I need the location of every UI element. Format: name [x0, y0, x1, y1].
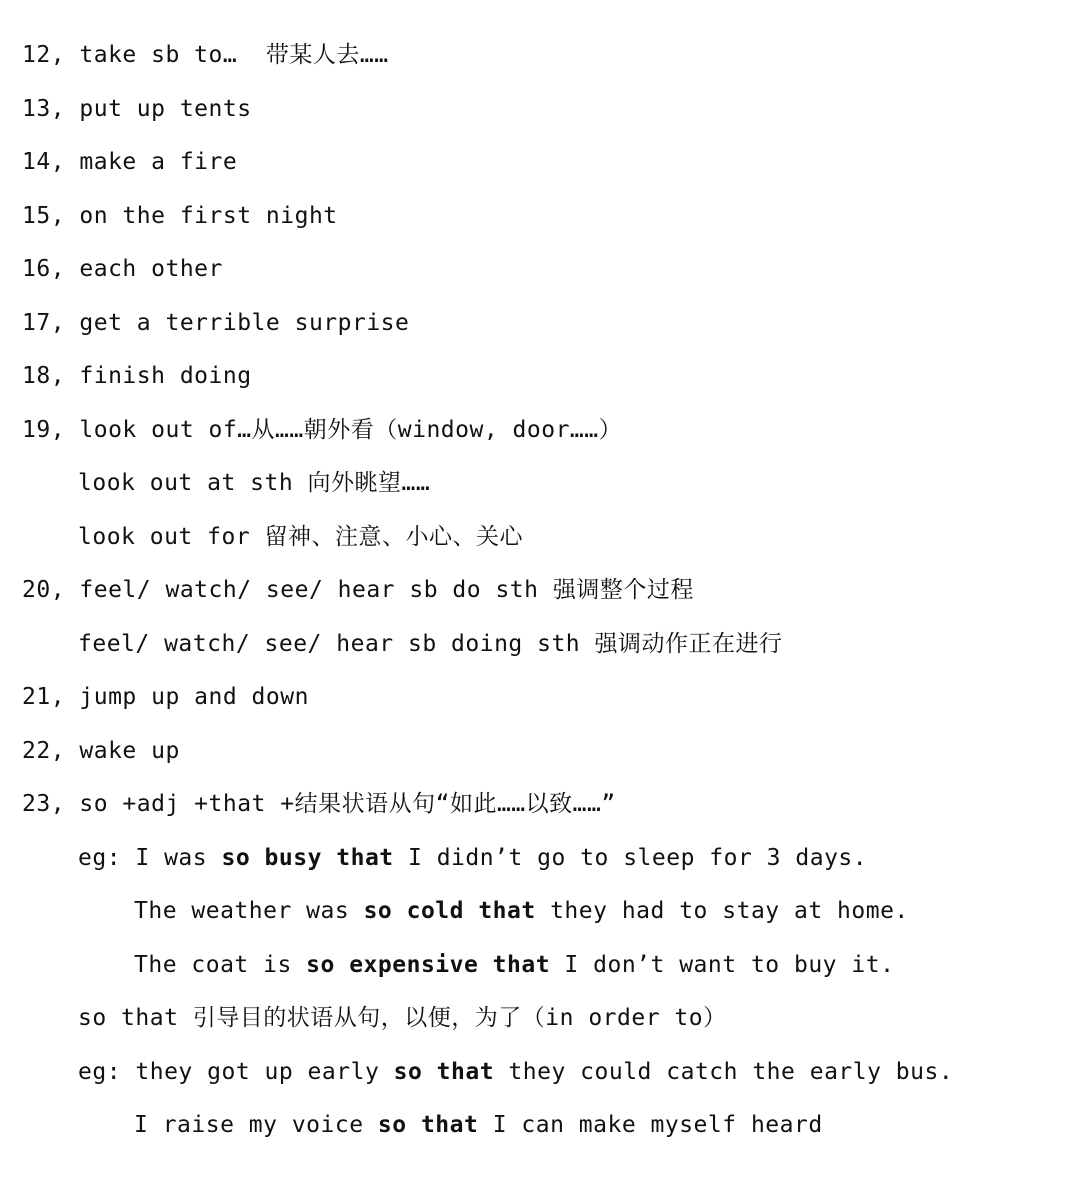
item-23	[22, 784, 616, 824]
item-19-sub-1	[78, 463, 430, 503]
item-text: jump up and down	[65, 684, 309, 710]
item-17	[22, 303, 409, 343]
item-21	[22, 677, 309, 717]
item-number: 15,	[22, 203, 66, 229]
example-sentence-4	[78, 1052, 953, 1092]
item-18	[22, 356, 252, 396]
item-number: 18,	[22, 363, 66, 389]
example-suffix: I can make myself heard	[478, 1112, 823, 1138]
item-text: so that 引导目的状语从句，以便，为了（in order to）	[78, 1005, 727, 1031]
example-suffix: I didn’t go to sleep for 3 days.	[393, 845, 868, 871]
example-bold-phrase: so cold that	[363, 898, 536, 924]
item-text: look out of…从……朝外看（window, door……）	[65, 417, 623, 443]
item-number: 22,	[22, 738, 66, 764]
item-19-sub-2	[78, 517, 523, 557]
item-text: get a terrible surprise	[65, 310, 410, 336]
item-text: so +adj +that +结果状语从句“如此……以致……”	[65, 791, 616, 817]
example-sentence-1	[78, 838, 867, 878]
item-number: 13,	[22, 96, 66, 122]
item-text: on the first night	[65, 203, 338, 229]
item-number: 14,	[22, 149, 66, 175]
example-prefix: eg: I was	[78, 845, 222, 871]
item-text: wake up	[65, 738, 180, 764]
item-text: feel/ watch/ see/ hear sb doing sth 强调动作正在进行	[78, 631, 783, 657]
item-number: 12,	[22, 42, 66, 68]
item-22	[22, 731, 180, 771]
item-number: 19,	[22, 417, 66, 443]
item-number: 20,	[22, 577, 66, 603]
item-text: take sb to… 带某人去……	[65, 42, 389, 68]
item-text: put up tents	[65, 96, 252, 122]
item-20-sub-1	[78, 624, 783, 664]
example-prefix: The coat is	[134, 952, 307, 978]
item-text: each other	[65, 256, 223, 282]
item-20	[22, 570, 694, 610]
example-prefix: eg: they got up early	[78, 1059, 394, 1085]
item-text: finish doing	[65, 363, 252, 389]
item-19	[22, 410, 622, 450]
example-bold-phrase: so expensive that	[306, 952, 551, 978]
item-14	[22, 142, 237, 182]
item-number: 17,	[22, 310, 66, 336]
item-number: 16,	[22, 256, 66, 282]
item-12	[22, 35, 389, 75]
item-text: make a fire	[65, 149, 238, 175]
so-that-definition	[78, 998, 727, 1038]
item-text: look out for 留神、注意、小心、关心	[78, 524, 524, 550]
example-sentence-3	[134, 945, 894, 985]
item-13	[22, 89, 252, 129]
example-prefix: The weather was	[134, 898, 364, 924]
item-number: 21,	[22, 684, 66, 710]
example-bold-phrase: so that	[393, 1059, 495, 1085]
example-sentence-5	[134, 1105, 823, 1145]
item-text: feel/ watch/ see/ hear sb do sth 强调整个过程	[65, 577, 694, 603]
item-number: 23,	[22, 791, 66, 817]
item-16	[22, 249, 223, 289]
example-suffix: they had to stay at home.	[535, 898, 909, 924]
example-bold-phrase: so that	[377, 1112, 479, 1138]
example-prefix: I raise my voice	[134, 1112, 378, 1138]
example-suffix: they could catch the early bus.	[494, 1059, 954, 1085]
example-suffix: I don’t want to buy it.	[550, 952, 895, 978]
item-text: look out at sth 向外眺望……	[78, 470, 431, 496]
example-bold-phrase: so busy that	[221, 845, 394, 871]
example-sentence-2	[134, 891, 909, 931]
item-15	[22, 196, 338, 236]
